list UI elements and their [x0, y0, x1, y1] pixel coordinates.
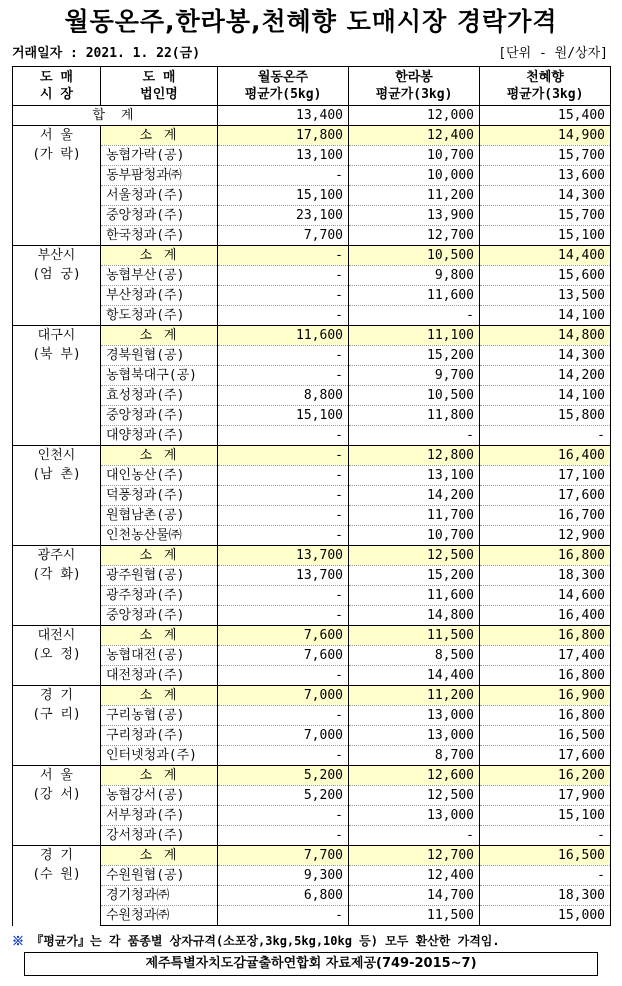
- price-v2: 11,500: [349, 906, 480, 926]
- market-district: (오 정): [32, 647, 81, 662]
- subtotal-row: [13, 246, 611, 266]
- price-v1: 11,600: [218, 326, 349, 346]
- price-v3: 14,900: [480, 126, 611, 146]
- price-v1: -: [218, 426, 349, 446]
- company-name: 농협북대구(공): [101, 366, 218, 386]
- header-market: 도 매 시 장: [13, 67, 101, 106]
- market-cell: [13, 546, 101, 626]
- subtotal-row: [13, 326, 611, 346]
- header-company: 도 매 법인명: [101, 67, 218, 106]
- market-name: 광주시: [37, 548, 76, 563]
- table-row: [13, 506, 611, 526]
- price-v2: 10,000: [349, 166, 480, 186]
- company-name: 구리농협(공): [101, 706, 218, 726]
- price-v2: 8,700: [349, 746, 480, 766]
- table-row: [13, 226, 611, 246]
- price-v1: -: [218, 166, 349, 186]
- company-name: 효성청과(주): [101, 386, 218, 406]
- price-v3: 16,800: [480, 546, 611, 566]
- table-row: [13, 486, 611, 506]
- price-v3: 14,300: [480, 346, 611, 366]
- price-table: [12, 66, 611, 926]
- price-v1: 6,800: [218, 886, 349, 906]
- table-row: [13, 726, 611, 746]
- price-v3: 16,900: [480, 686, 611, 706]
- total-label: 합 계: [13, 106, 218, 126]
- price-v2: 12,500: [349, 546, 480, 566]
- market-name: 대구시: [37, 328, 76, 343]
- company-name: 경기청과㈜: [101, 886, 218, 906]
- header-row: [13, 67, 611, 106]
- price-v2: 11,600: [349, 586, 480, 606]
- price-v2: 10,500: [349, 386, 480, 406]
- price-v1: -: [218, 306, 349, 326]
- price-v3: 16,800: [480, 626, 611, 646]
- price-v1: -: [218, 906, 349, 926]
- market-district: (구 리): [32, 707, 81, 722]
- table-row: [13, 426, 611, 446]
- company-name: 농협부산(공): [101, 266, 218, 286]
- price-v3: -: [480, 426, 611, 446]
- price-v2: 12,700: [349, 226, 480, 246]
- header-p1: 월동온주 평균가(5kg): [218, 67, 349, 106]
- price-v2: 14,800: [349, 606, 480, 626]
- price-v1: 15,100: [218, 186, 349, 206]
- company-name: 서울청과(주): [101, 186, 218, 206]
- price-v2: 12,600: [349, 766, 480, 786]
- market-district: (북 부): [32, 347, 81, 362]
- price-v3: 16,800: [480, 706, 611, 726]
- price-v3: 15,700: [480, 146, 611, 166]
- company-name: 인터넷청과(주): [101, 746, 218, 766]
- market-district: (강 서): [32, 787, 81, 802]
- price-v1: -: [218, 706, 349, 726]
- table-row: [13, 826, 611, 846]
- price-v1: 13,100: [218, 146, 349, 166]
- price-v2: 15,200: [349, 566, 480, 586]
- price-v3: 17,600: [480, 486, 611, 506]
- price-v2: 12,700: [349, 846, 480, 866]
- table-row: [13, 406, 611, 426]
- price-v3: -: [480, 826, 611, 846]
- total-v3: 15,400: [480, 106, 611, 126]
- price-v1: -: [218, 666, 349, 686]
- price-v2: 11,600: [349, 286, 480, 306]
- price-v1: 13,700: [218, 546, 349, 566]
- price-v1: -: [218, 266, 349, 286]
- subtotal-label: 소 계: [101, 766, 218, 786]
- table-row: [13, 906, 611, 926]
- price-v3: 16,400: [480, 606, 611, 626]
- market-name: 경 기: [40, 848, 73, 863]
- price-v3: 17,400: [480, 646, 611, 666]
- table-row: [13, 606, 611, 626]
- company-name: 한국청과(주): [101, 226, 218, 246]
- price-v2: -: [349, 306, 480, 326]
- note-text: 『평균가』는 각 품종별 상자규격(소포장,3kg,5kg,10kg 등) 모두 환산한 가격임.: [31, 934, 500, 948]
- table-row: [13, 886, 611, 906]
- subtotal-row: [13, 846, 611, 866]
- price-v2: 13,100: [349, 466, 480, 486]
- price-v1: -: [218, 446, 349, 466]
- market-district: (각 화): [32, 567, 81, 582]
- price-v3: 16,500: [480, 726, 611, 746]
- price-v2: 9,800: [349, 266, 480, 286]
- company-name: 중앙청과(주): [101, 606, 218, 626]
- market-cell: [13, 246, 101, 326]
- price-v1: -: [218, 286, 349, 306]
- table-row: [13, 306, 611, 326]
- table-row: [13, 466, 611, 486]
- price-v1: 7,600: [218, 626, 349, 646]
- table-row: [13, 286, 611, 306]
- price-v3: 16,800: [480, 666, 611, 686]
- company-name: 농협강서(공): [101, 786, 218, 806]
- subtotal-label: 소 계: [101, 686, 218, 706]
- price-v1: -: [218, 466, 349, 486]
- price-v1: 7,000: [218, 686, 349, 706]
- header-p3: 천혜향 평균가(3kg): [480, 67, 611, 106]
- subtotal-label: 소 계: [101, 326, 218, 346]
- subtotal-label: 소 계: [101, 626, 218, 646]
- price-v2: 11,700: [349, 506, 480, 526]
- note-symbol: ※: [12, 934, 25, 948]
- market-cell: [13, 126, 101, 246]
- company-name: 서부청과(주): [101, 806, 218, 826]
- price-v2: 13,900: [349, 206, 480, 226]
- market-cell: [13, 766, 101, 846]
- price-v1: -: [218, 486, 349, 506]
- price-v2: 13,000: [349, 726, 480, 746]
- table-row: [13, 146, 611, 166]
- price-v2: 13,000: [349, 706, 480, 726]
- price-v2: 11,200: [349, 186, 480, 206]
- subtotal-row: [13, 126, 611, 146]
- company-name: 경북원협(공): [101, 346, 218, 366]
- price-v3: 14,100: [480, 386, 611, 406]
- table-row: [13, 586, 611, 606]
- price-v1: 5,200: [218, 786, 349, 806]
- price-v1: -: [218, 826, 349, 846]
- price-v1: -: [218, 346, 349, 366]
- price-v2: 11,200: [349, 686, 480, 706]
- price-v1: 17,800: [218, 126, 349, 146]
- market-cell: [13, 446, 101, 546]
- price-v3: 15,100: [480, 806, 611, 826]
- subtotal-row: [13, 766, 611, 786]
- table-row: [13, 186, 611, 206]
- price-v2: 12,400: [349, 126, 480, 146]
- price-v3: 18,300: [480, 886, 611, 906]
- price-v2: 11,100: [349, 326, 480, 346]
- price-v3: 14,800: [480, 326, 611, 346]
- company-name: 원협남촌(공): [101, 506, 218, 526]
- company-name: 대양청과(주): [101, 426, 218, 446]
- market-name: 서 울: [40, 128, 73, 143]
- price-v3: 17,100: [480, 466, 611, 486]
- total-v2: 12,000: [349, 106, 480, 126]
- price-v3: 16,700: [480, 506, 611, 526]
- price-v1: 13,700: [218, 566, 349, 586]
- price-v1: 7,700: [218, 226, 349, 246]
- trade-date: 거래일자 : 2021. 1. 22(금): [12, 46, 201, 61]
- price-v2: 10,500: [349, 246, 480, 266]
- market-district: (엄 궁): [32, 267, 81, 282]
- market-district: (수 원): [32, 867, 81, 882]
- total-row: [13, 106, 611, 126]
- table-row: [13, 746, 611, 766]
- price-v3: 14,100: [480, 306, 611, 326]
- company-name: 광주청과(주): [101, 586, 218, 606]
- price-v3: 14,400: [480, 246, 611, 266]
- table-row: [13, 866, 611, 886]
- price-v2: 12,500: [349, 786, 480, 806]
- subtotal-label: 소 계: [101, 546, 218, 566]
- subtotal-row: [13, 626, 611, 646]
- price-v3: 18,300: [480, 566, 611, 586]
- table-row: [13, 786, 611, 806]
- table-row: [13, 706, 611, 726]
- price-v2: 14,200: [349, 486, 480, 506]
- company-name: 인천농산물㈜: [101, 526, 218, 546]
- price-v3: 15,000: [480, 906, 611, 926]
- price-v3: 15,800: [480, 406, 611, 426]
- company-name: 광주원협(공): [101, 566, 218, 586]
- table-row: [13, 166, 611, 186]
- market-name: 대전시: [37, 628, 76, 643]
- price-v3: 17,900: [480, 786, 611, 806]
- company-name: 덕풍청과(주): [101, 486, 218, 506]
- table-row: [13, 646, 611, 666]
- company-name: 부산청과(주): [101, 286, 218, 306]
- price-v2: 10,700: [349, 146, 480, 166]
- company-name: 수원원협(공): [101, 866, 218, 886]
- price-v1: 9,300: [218, 866, 349, 886]
- price-v3: 17,600: [480, 746, 611, 766]
- price-v1: -: [218, 366, 349, 386]
- price-v2: 10,700: [349, 526, 480, 546]
- price-v1: -: [218, 806, 349, 826]
- price-v1: -: [218, 526, 349, 546]
- price-v3: 15,100: [480, 226, 611, 246]
- footnote: [12, 932, 500, 949]
- price-v3: 16,200: [480, 766, 611, 786]
- market-name: 서 울: [40, 768, 73, 783]
- price-v3: 16,400: [480, 446, 611, 466]
- table-row: [13, 206, 611, 226]
- company-name: 항도청과(주): [101, 306, 218, 326]
- price-v2: 13,000: [349, 806, 480, 826]
- price-v3: 15,700: [480, 206, 611, 226]
- company-name: 중앙청과(주): [101, 206, 218, 226]
- table-row: [13, 566, 611, 586]
- price-v3: 13,500: [480, 286, 611, 306]
- company-name: 중앙청과(주): [101, 406, 218, 426]
- company-name: 농협대전(공): [101, 646, 218, 666]
- price-v2: 12,400: [349, 866, 480, 886]
- company-name: 강서청과(주): [101, 826, 218, 846]
- market-cell: [13, 846, 101, 926]
- subtotal-row: [13, 546, 611, 566]
- price-v3: 16,500: [480, 846, 611, 866]
- price-v1: 5,200: [218, 766, 349, 786]
- price-v2: 14,400: [349, 666, 480, 686]
- price-v2: 15,200: [349, 346, 480, 366]
- price-v1: 8,800: [218, 386, 349, 406]
- price-v1: 7,000: [218, 726, 349, 746]
- price-v2: -: [349, 426, 480, 446]
- price-v3: 13,600: [480, 166, 611, 186]
- price-v1: -: [218, 606, 349, 626]
- market-district: (가 락): [32, 147, 81, 162]
- market-cell: [13, 686, 101, 766]
- price-v1: -: [218, 586, 349, 606]
- source-credit: 제주특별자치도감귤출하연합회 자료제공(749-2015~7): [24, 952, 598, 976]
- subtotal-label: 소 계: [101, 246, 218, 266]
- company-name: 대인농산(주): [101, 466, 218, 486]
- market-cell: [13, 626, 101, 686]
- subtotal-label: 소 계: [101, 846, 218, 866]
- table-row: [13, 806, 611, 826]
- table-row: [13, 346, 611, 366]
- price-v3: -: [480, 866, 611, 886]
- price-v1: -: [218, 746, 349, 766]
- subtotal-row: [13, 686, 611, 706]
- price-v3: 14,300: [480, 186, 611, 206]
- price-v2: 8,500: [349, 646, 480, 666]
- company-name: 농협가락(공): [101, 146, 218, 166]
- price-v1: 7,700: [218, 846, 349, 866]
- price-v2: 11,800: [349, 406, 480, 426]
- company-name: 대전청과(주): [101, 666, 218, 686]
- header-p2: 한라봉 평균가(3kg): [349, 67, 480, 106]
- table-row: [13, 666, 611, 686]
- price-v2: 12,800: [349, 446, 480, 466]
- price-v3: 14,600: [480, 586, 611, 606]
- market-district: (남 촌): [32, 467, 81, 482]
- price-v1: 15,100: [218, 406, 349, 426]
- price-v3: 14,200: [480, 366, 611, 386]
- unit-label: [단위 - 원/상자]: [498, 46, 608, 61]
- price-v2: 9,700: [349, 366, 480, 386]
- total-v1: 13,400: [218, 106, 349, 126]
- market-name: 부산시: [37, 248, 76, 263]
- company-name: 수원청과㈜: [101, 906, 218, 926]
- company-name: 구리청과(주): [101, 726, 218, 746]
- market-name: 인천시: [37, 448, 76, 463]
- price-v1: 23,100: [218, 206, 349, 226]
- price-v3: 12,900: [480, 526, 611, 546]
- price-v2: 11,500: [349, 626, 480, 646]
- subtotal-label: 소 계: [101, 126, 218, 146]
- company-name: 동부팜청과㈜: [101, 166, 218, 186]
- table-row: [13, 386, 611, 406]
- table-row: [13, 266, 611, 286]
- table-row: [13, 526, 611, 546]
- subtotal-label: 소 계: [101, 446, 218, 466]
- price-v3: 15,600: [480, 266, 611, 286]
- market-cell: [13, 326, 101, 446]
- table-row: [13, 366, 611, 386]
- price-v2: 14,700: [349, 886, 480, 906]
- price-v2: -: [349, 826, 480, 846]
- price-v1: -: [218, 506, 349, 526]
- market-name: 경 기: [40, 688, 73, 703]
- subtotal-row: [13, 446, 611, 466]
- price-v1: 7,600: [218, 646, 349, 666]
- price-v1: -: [218, 246, 349, 266]
- page-title: 월동온주,한라봉,천혜향 도매시장 경락가격: [64, 7, 558, 36]
